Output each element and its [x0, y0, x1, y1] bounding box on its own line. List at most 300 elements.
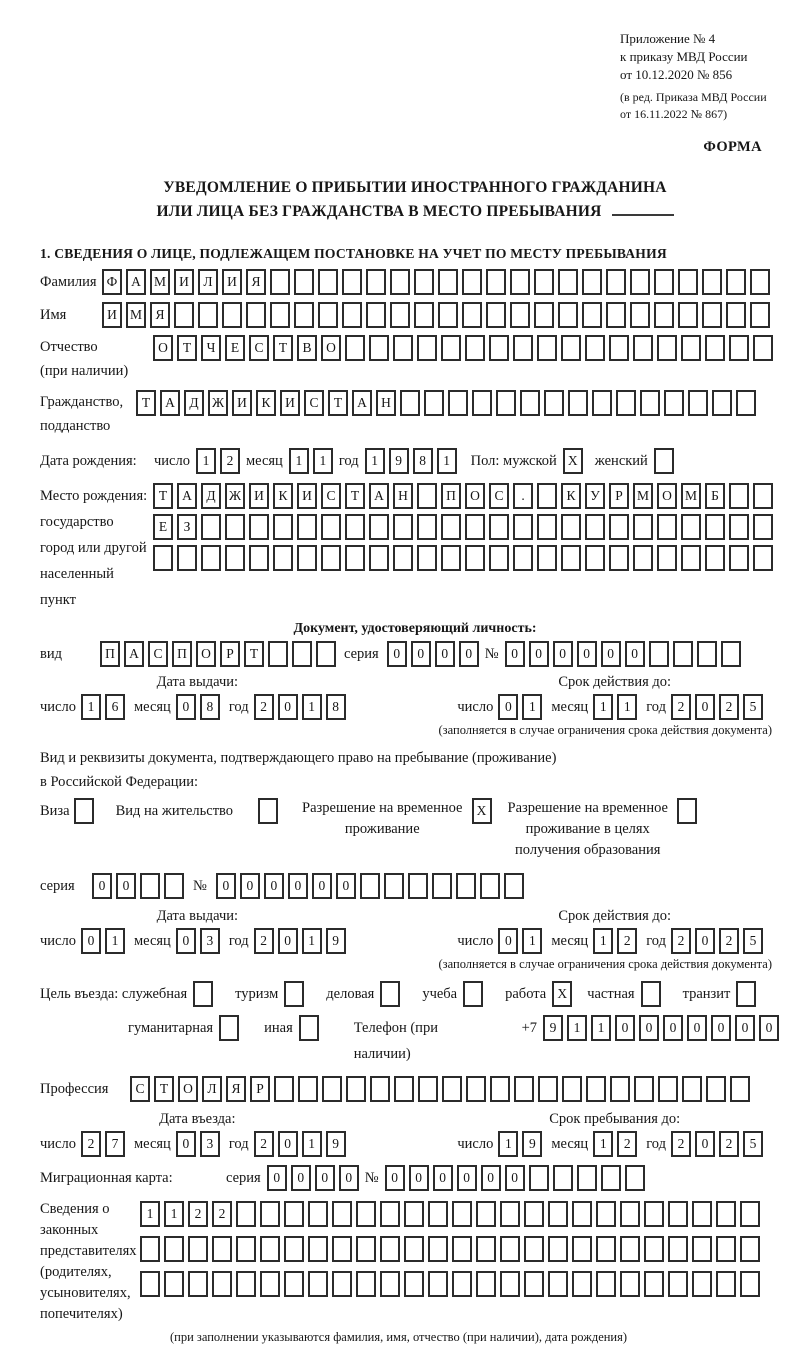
permit-valid-day-cells — [498, 928, 542, 954]
char-cell — [260, 1236, 280, 1262]
char-cell — [369, 545, 389, 571]
char-cell — [537, 335, 557, 361]
field-citizenship — [40, 390, 790, 438]
char-cell: 2 — [220, 448, 240, 474]
char-cell — [476, 1201, 496, 1227]
char-cell — [345, 514, 365, 540]
mig-number-sign: № — [364, 1170, 379, 1186]
char-cell: 9 — [326, 928, 346, 954]
birth-place-row-2 — [153, 514, 773, 540]
patronymic-label-line2: (при наличии) — [40, 363, 129, 379]
char-cell — [513, 335, 533, 361]
appendix-line: Приложение № 4 — [620, 31, 716, 46]
char-cell: 0 — [695, 1131, 715, 1157]
birth-day-cells — [196, 448, 240, 474]
work-label: работа — [505, 986, 547, 1002]
char-cell: А — [369, 483, 389, 509]
doc-validity-note: (заполняется в случае ограничения срока действия документа) — [438, 723, 772, 737]
char-cell: И — [249, 483, 269, 509]
char-cell: Р — [220, 641, 240, 667]
char-cell — [188, 1271, 208, 1297]
phone-prefix: +7 — [521, 1020, 537, 1036]
char-cell: 1 — [289, 448, 309, 474]
char-cell: 0 — [505, 641, 525, 667]
char-cell — [592, 390, 612, 416]
char-cell — [712, 390, 732, 416]
char-cell — [620, 1236, 640, 1262]
doc-issue-year-cells — [254, 694, 346, 720]
char-cell: 1 — [302, 694, 322, 720]
char-cell: X — [563, 448, 583, 474]
char-cell: Ж — [208, 390, 228, 416]
char-cell — [657, 335, 677, 361]
char-cell: 1 — [313, 448, 333, 474]
char-cell — [510, 302, 530, 328]
edu-permit-checkbox — [677, 798, 697, 824]
char-cell — [356, 1236, 376, 1262]
char-cell: Е — [153, 514, 173, 540]
char-cell — [417, 335, 437, 361]
char-cell: И — [232, 390, 252, 416]
year-label: год — [338, 453, 359, 469]
char-cell: 0 — [92, 873, 112, 899]
char-cell: 2 — [671, 928, 691, 954]
year-label: год — [646, 1136, 666, 1152]
char-cell — [369, 514, 389, 540]
patronymic-label-line1: Отчество — [40, 339, 98, 355]
char-cell: 1 — [567, 1015, 587, 1041]
char-cell — [726, 302, 746, 328]
char-cell: В — [297, 335, 317, 361]
char-cell — [174, 302, 194, 328]
residence-doc-line1: Вид и реквизиты документа, подтверждающего право на пребывание (проживание) — [40, 750, 557, 766]
birth-place-row-3 — [153, 545, 773, 571]
char-cell: 0 — [81, 928, 101, 954]
permit-issue-year-cells — [254, 928, 346, 954]
char-cell — [753, 514, 773, 540]
char-cell — [561, 514, 581, 540]
title-line-2-wrap — [40, 200, 790, 224]
char-cell: З — [177, 514, 197, 540]
sex-male-checkbox — [563, 448, 583, 474]
char-cell — [273, 514, 293, 540]
purpose-work-checkbox — [552, 981, 572, 1007]
section-1-heading: 1. СВЕДЕНИЯ О ЛИЦЕ, ПОДЛЕЖАЩЕМ ПОСТАНОВКЕ НА УЧЕТ ПО МЕСТУ ПРЕБЫВАНИЯ — [40, 246, 667, 261]
char-cell: 0 — [176, 1131, 196, 1157]
char-cell: 0 — [176, 694, 196, 720]
char-cell — [414, 302, 434, 328]
char-cell — [448, 390, 468, 416]
char-cell — [729, 335, 749, 361]
purpose-private-checkbox — [641, 981, 661, 1007]
representatives-cells — [140, 1199, 760, 1297]
char-cell: 0 — [312, 873, 332, 899]
char-cell — [620, 1201, 640, 1227]
char-cell: 0 — [695, 694, 715, 720]
char-cell — [657, 545, 677, 571]
document-title — [40, 176, 790, 224]
char-cell: 1 — [105, 928, 125, 954]
char-cell — [404, 1201, 424, 1227]
char-cell — [369, 335, 389, 361]
char-cell — [649, 641, 669, 667]
day-label: число — [457, 1136, 494, 1152]
tourism-label: туризм — [235, 986, 279, 1002]
char-cell: 2 — [617, 1131, 637, 1157]
char-cell — [601, 1165, 621, 1191]
char-cell — [524, 1201, 544, 1227]
birth-place-row-1 — [153, 483, 773, 509]
year-label: год — [228, 933, 249, 949]
other-label: иная — [264, 1020, 293, 1036]
char-cell — [513, 545, 533, 571]
char-cell: 0 — [240, 873, 260, 899]
doc-type-cells — [100, 641, 336, 667]
char-cell — [668, 1201, 688, 1227]
char-cell — [404, 1271, 424, 1297]
char-cell: 0 — [711, 1015, 731, 1041]
char-cell: 9 — [543, 1015, 563, 1041]
char-cell: Т — [273, 335, 293, 361]
char-cell — [673, 641, 693, 667]
month-label: месяц — [133, 933, 171, 949]
char-cell: 1 — [140, 1201, 160, 1227]
char-cell: 1 — [164, 1201, 184, 1227]
field-given-name — [40, 302, 790, 328]
visa-checkbox — [74, 798, 94, 824]
char-cell: Н — [393, 483, 413, 509]
entry-year-cells — [254, 1131, 346, 1157]
sex-female-label: женский — [594, 453, 648, 469]
char-cell: С — [148, 641, 168, 667]
char-cell — [456, 873, 476, 899]
char-cell: О — [196, 641, 216, 667]
char-cell — [428, 1236, 448, 1262]
char-cell — [489, 514, 509, 540]
char-cell — [740, 1271, 760, 1297]
char-cell: 2 — [254, 694, 274, 720]
char-cell — [274, 1076, 294, 1102]
mig-series-label: серия — [226, 1170, 261, 1186]
char-cell — [193, 981, 213, 1007]
permit-series-label: серия — [40, 878, 75, 894]
char-cell: Л — [198, 269, 218, 295]
char-cell: 0 — [278, 1131, 298, 1157]
permit-valid-caption: Срок действия до: — [558, 908, 672, 924]
permit-valid-line — [457, 928, 772, 954]
day-label: число — [457, 933, 494, 949]
char-cell — [476, 1271, 496, 1297]
char-cell: Д — [201, 483, 221, 509]
stay-until-group — [457, 1110, 772, 1157]
char-cell — [609, 514, 629, 540]
char-cell — [225, 514, 245, 540]
char-cell — [657, 514, 677, 540]
char-cell — [736, 390, 756, 416]
char-cell — [236, 1271, 256, 1297]
char-cell — [596, 1271, 616, 1297]
humanitarian-label: гуманитарная — [128, 1020, 214, 1036]
edition-reference — [620, 89, 790, 123]
char-cell: 0 — [433, 1165, 453, 1191]
char-cell: 0 — [498, 928, 518, 954]
char-cell — [654, 302, 674, 328]
char-cell — [417, 545, 437, 571]
char-cell — [332, 1201, 352, 1227]
char-cell: О — [321, 335, 341, 361]
char-cell — [408, 873, 428, 899]
char-cell: У — [585, 483, 605, 509]
day-label: число — [457, 699, 494, 715]
char-cell — [668, 1271, 688, 1297]
char-cell — [308, 1201, 328, 1227]
permit-issue-month-cells — [176, 928, 220, 954]
char-cell — [558, 302, 578, 328]
char-cell: 3 — [200, 928, 220, 954]
char-cell: Б — [705, 483, 725, 509]
char-cell — [610, 1076, 630, 1102]
sex-female-checkbox — [654, 448, 674, 474]
field-patronymic — [40, 335, 790, 383]
char-cell: 0 — [411, 641, 431, 667]
char-cell — [534, 269, 554, 295]
option-visa — [40, 798, 94, 824]
representatives-label-line5: усыновителях, — [40, 1285, 131, 1301]
char-cell — [198, 302, 218, 328]
char-cell — [441, 335, 461, 361]
purpose-transit-checkbox — [736, 981, 756, 1007]
year-label: год — [228, 699, 249, 715]
month-label: месяц — [551, 699, 589, 715]
citizenship-cells — [136, 390, 756, 416]
char-cell: X — [552, 981, 572, 1007]
char-cell: К — [256, 390, 276, 416]
option-edu-permit — [508, 798, 697, 861]
char-cell: 0 — [481, 1165, 501, 1191]
birth-place-cells — [153, 483, 773, 571]
char-cell: М — [126, 302, 146, 328]
option-temp-permit — [302, 798, 491, 840]
char-cell: 0 — [615, 1015, 635, 1041]
field-permit-series — [40, 873, 790, 899]
char-cell — [729, 514, 749, 540]
char-cell — [297, 545, 317, 571]
char-cell — [736, 981, 756, 1007]
char-cell — [284, 981, 304, 1007]
char-cell — [322, 1076, 342, 1102]
char-cell: 0 — [116, 873, 136, 899]
doc-number-cells — [505, 641, 741, 667]
edition-line: (в ред. Приказа МВД России — [620, 90, 767, 104]
permit-issue-caption: Дата выдачи: — [156, 908, 239, 924]
char-cell: 1 — [437, 448, 457, 474]
char-cell — [692, 1236, 712, 1262]
char-cell: 0 — [315, 1165, 335, 1191]
char-cell: И — [102, 302, 122, 328]
char-cell: 1 — [593, 928, 613, 954]
phone-number-cells — [543, 1015, 779, 1041]
char-cell — [212, 1236, 232, 1262]
char-cell: 2 — [617, 928, 637, 954]
char-cell — [537, 514, 557, 540]
char-cell: Е — [225, 335, 245, 361]
char-cell: А — [352, 390, 372, 416]
title-line-1: УВЕДОМЛЕНИЕ О ПРИБЫТИИ ИНОСТРАННОГО ГРАЖДАНИНА — [163, 179, 667, 196]
permit-valid-group — [457, 907, 772, 954]
private-label: частная — [587, 986, 635, 1002]
char-cell: 0 — [735, 1015, 755, 1041]
char-cell — [654, 269, 674, 295]
char-cell: М — [150, 269, 170, 295]
char-cell — [380, 1271, 400, 1297]
char-cell: 2 — [254, 1131, 274, 1157]
doc-valid-caption: Срок действия до: — [558, 674, 672, 690]
char-cell: 5 — [743, 1131, 763, 1157]
purpose-study-checkbox — [463, 981, 483, 1007]
char-cell: С — [489, 483, 509, 509]
char-cell — [140, 1236, 160, 1262]
char-cell — [562, 1076, 582, 1102]
char-cell — [664, 390, 684, 416]
birth-month-cells — [289, 448, 333, 474]
char-cell — [417, 483, 437, 509]
char-cell: П — [172, 641, 192, 667]
stay-year-cells — [671, 1131, 763, 1157]
char-cell — [730, 1076, 750, 1102]
purpose-business-checkbox — [380, 981, 400, 1007]
char-cell — [513, 514, 533, 540]
month-label: месяц — [551, 1136, 589, 1152]
char-cell: Ж — [225, 483, 245, 509]
char-cell: Р — [250, 1076, 270, 1102]
representatives-label — [40, 1199, 140, 1325]
entry-month-cells — [176, 1131, 220, 1157]
study-label: учеба — [422, 986, 458, 1002]
char-cell: 1 — [81, 694, 101, 720]
char-cell: 6 — [105, 694, 125, 720]
char-cell — [316, 641, 336, 667]
char-cell — [294, 269, 314, 295]
char-cell: О — [657, 483, 677, 509]
field-doc-type — [40, 641, 790, 667]
char-cell: 0 — [687, 1015, 707, 1041]
char-cell: Т — [177, 335, 197, 361]
char-cell: 0 — [529, 641, 549, 667]
char-cell — [258, 798, 278, 824]
day-label: число — [40, 1136, 76, 1152]
char-cell — [716, 1201, 736, 1227]
char-cell — [308, 1271, 328, 1297]
char-cell — [630, 302, 650, 328]
doc-valid-year-cells — [671, 694, 763, 720]
char-cell — [360, 873, 380, 899]
char-cell — [682, 1076, 702, 1102]
char-cell — [441, 545, 461, 571]
representatives-label-line6: попечителях) — [40, 1306, 123, 1322]
char-cell — [740, 1236, 760, 1262]
char-cell: 0 — [553, 641, 573, 667]
char-cell — [561, 335, 581, 361]
char-cell — [164, 1271, 184, 1297]
char-cell — [188, 1236, 208, 1262]
char-cell — [442, 1076, 462, 1102]
char-cell: Т — [244, 641, 264, 667]
blank-line — [612, 202, 674, 216]
char-cell — [164, 1236, 184, 1262]
char-cell — [609, 335, 629, 361]
char-cell — [418, 1076, 438, 1102]
char-cell — [500, 1271, 520, 1297]
appendix-line: к приказу МВД России — [620, 49, 748, 64]
char-cell — [380, 1236, 400, 1262]
char-cell — [716, 1236, 736, 1262]
char-cell: 0 — [498, 694, 518, 720]
char-cell — [465, 545, 485, 571]
char-cell — [538, 1076, 558, 1102]
char-cell: Ч — [201, 335, 221, 361]
char-cell — [514, 1076, 534, 1102]
doc-issue-month-cells — [176, 694, 220, 720]
month-label: месяц — [133, 699, 171, 715]
char-cell: 0 — [577, 641, 597, 667]
day-label: число — [40, 699, 76, 715]
stay-month-cells — [593, 1131, 637, 1157]
char-cell — [318, 269, 338, 295]
representatives-label-line3: представителях — [40, 1243, 137, 1259]
char-cell: Я — [226, 1076, 246, 1102]
char-cell: 1 — [365, 448, 385, 474]
char-cell — [606, 269, 626, 295]
char-cell — [524, 1271, 544, 1297]
char-cell — [658, 1076, 678, 1102]
char-cell: 2 — [254, 928, 274, 954]
char-cell: 2 — [719, 1131, 739, 1157]
char-cell — [681, 514, 701, 540]
purpose-humanitarian-checkbox — [219, 1015, 239, 1041]
char-cell: 0 — [278, 694, 298, 720]
char-cell — [380, 981, 400, 1007]
char-cell — [438, 269, 458, 295]
appendix-reference — [620, 30, 790, 84]
char-cell — [345, 335, 365, 361]
birth-place-label-line1: Место рождения: — [40, 488, 148, 504]
month-label: месяц — [245, 453, 283, 469]
char-cell: 8 — [200, 694, 220, 720]
char-cell — [225, 545, 245, 571]
temp-permit-label — [302, 798, 462, 840]
char-cell — [270, 302, 290, 328]
char-cell — [342, 302, 362, 328]
char-cell — [390, 302, 410, 328]
representatives-label-line2: законных — [40, 1222, 99, 1238]
char-cell: И — [280, 390, 300, 416]
char-cell — [740, 1201, 760, 1227]
birth-year-cells — [365, 448, 457, 474]
char-cell — [706, 1076, 726, 1102]
char-cell — [489, 335, 509, 361]
char-cell — [625, 1165, 645, 1191]
doc-valid-day-cells — [498, 694, 542, 720]
char-cell — [164, 873, 184, 899]
char-cell — [702, 269, 722, 295]
char-cell: 2 — [212, 1201, 232, 1227]
char-cell: 2 — [81, 1131, 101, 1157]
month-label: месяц — [133, 1136, 171, 1152]
entry-date-line — [40, 1131, 355, 1157]
char-cell: О — [153, 335, 173, 361]
char-cell — [462, 269, 482, 295]
char-cell — [270, 269, 290, 295]
